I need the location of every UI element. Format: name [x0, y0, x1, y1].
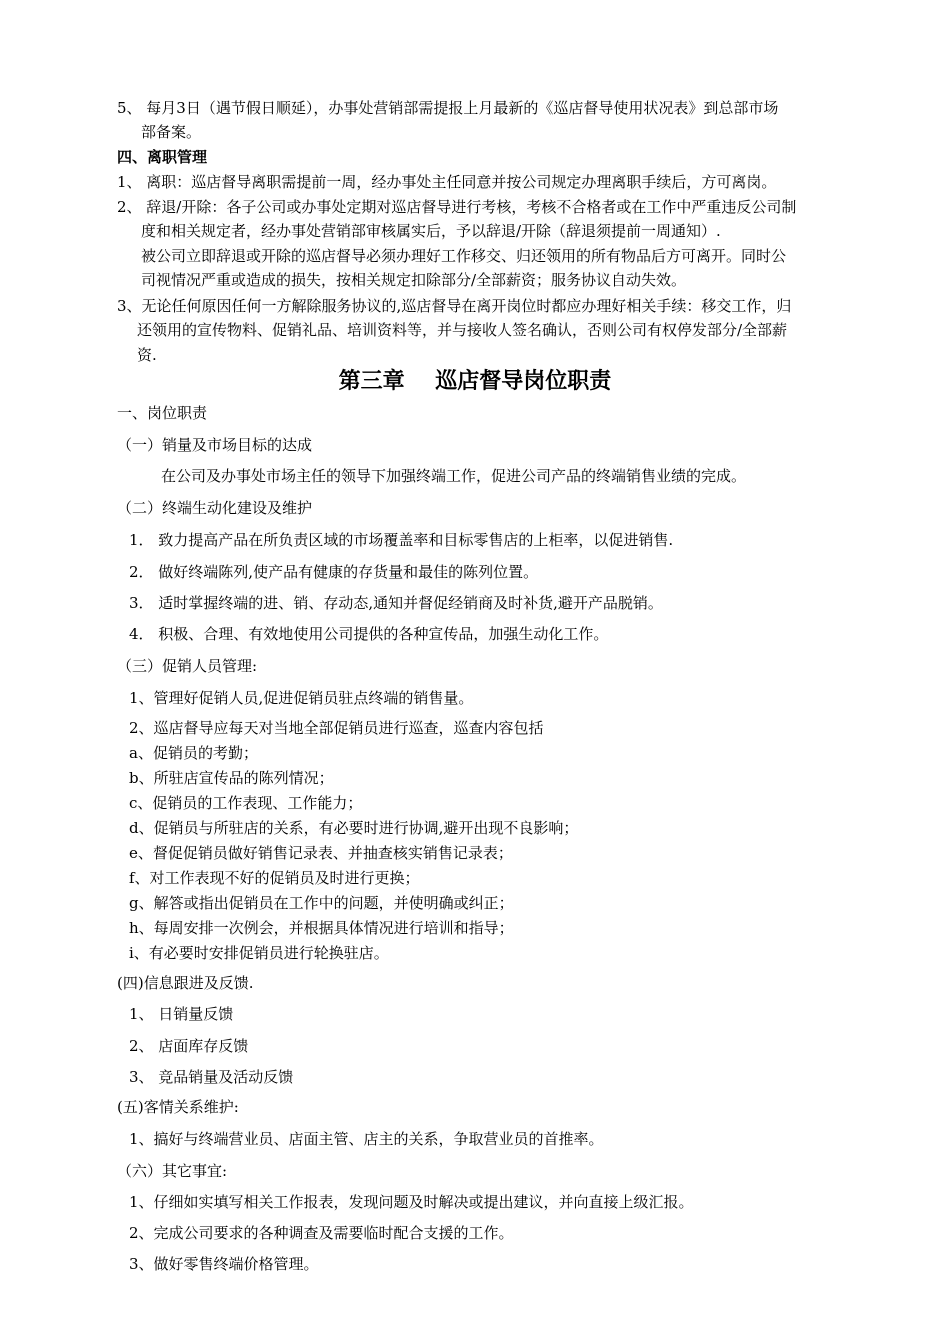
resignation-item-3-line1: 3、无论任何原因任何一方解除服务协议的,巡店督导在离开岗位时都应办理好相关手续：移交工作，归 [117, 297, 792, 315]
list-item: 3． 适时掌握终端的进、销、存动态,通知并督促经销商及时补货,避开产品脱销。 [129, 594, 663, 612]
list-item: 1、管理好促销人员,促进促销员驻点终端的销售量。 [129, 689, 474, 707]
subsection-title-6: （六）其它事宜: [117, 1162, 228, 1180]
paragraph-item-5-line2: 部备案。 [141, 123, 202, 141]
resignation-item-2-line3: 被公司立即辞退或开除的巡店督导必须办理好工作移交、归还领用的所有物品后方可离开。同时公 [141, 247, 787, 265]
resignation-item-3-line2: 还领用的宣传物料、促销礼品、培训资料等，并与接收人签名确认，否则公司有权停发部分/全部薪 [137, 321, 788, 339]
duties-heading: 一、岗位职责 [117, 404, 208, 422]
list-item: 2、完成公司要求的各种调查及需要临时配合支援的工作。 [129, 1224, 514, 1242]
list-item: 1． 致力提高产品在所负责区域的市场覆盖率和目标零售店的上柜率，以促进销售. [129, 531, 674, 549]
chapter-title: 第三章 巡店督导岗位职责 [338, 369, 612, 394]
list-item: 2、 店面库存反馈 [129, 1037, 249, 1055]
list-item: g、解答或指出促销员在工作中的问题，并使明确或纠正； [129, 894, 514, 912]
list-item: i、有必要时安排促销员进行轮换驻店。 [129, 944, 389, 962]
resignation-item-2-line1: 2、 辞退/开除：各子公司或办事处定期对巡店督导进行考核，考核不合格者或在工作中严重违反公司制 [117, 198, 797, 216]
subsection-1-text: 在公司及办事处市场主任的领导下加强终端工作，促进公司产品的终端销售业绩的完成。 [161, 467, 747, 485]
list-item: 1、 日销量反馈 [129, 1005, 234, 1023]
subsection-title-3: （三）促销人员管理: [117, 657, 258, 675]
resignation-item-2-line2: 度和相关规定者，经办事处营销部审核属实后，予以辞退/开除（辞退须提前一周通知）. [141, 222, 721, 240]
section-heading-resignation: 四、离职管理 [117, 148, 208, 166]
subsection-title-1: （一）销量及市场目标的达成 [117, 436, 313, 454]
list-item: d、促销员与所驻店的关系，有必要时进行协调,避开出现不良影响； [129, 819, 579, 837]
list-item: a、促销员的考勤； [129, 744, 258, 762]
resignation-item-3-line3: 资. [137, 346, 157, 364]
list-item: f、对工作表现不好的促销员及时进行更换； [129, 869, 420, 887]
list-item: c、促销员的工作表现、工作能力； [129, 794, 363, 812]
list-item: h、每周安排一次例会，并根据具体情况进行培训和指导； [129, 919, 514, 937]
list-item: b、所驻店宣传品的陈列情况； [129, 769, 334, 787]
list-item: 1、搞好与终端营业员、店面主管、店主的关系，争取营业员的首推率。 [129, 1130, 604, 1148]
list-item: 4． 积极、合理、有效地使用公司提供的各种宣传品，加强生动化工作。 [129, 625, 609, 643]
resignation-item-2-line4: 司视情况严重或造成的损失，按相关规定扣除部分/全部薪资；服务协议自动失效。 [141, 271, 687, 289]
list-item: e、督促促销员做好销售记录表、并抽查核实销售记录表； [129, 844, 513, 862]
subsection-title-2: （二）终端生动化建设及维护 [117, 499, 313, 517]
list-item: 3、 竞品销量及活动反馈 [129, 1068, 294, 1086]
list-item: 1、仔细如实填写相关工作报表，发现问题及时解决或提出建议，并向直接上级汇报。 [129, 1193, 694, 1211]
paragraph-item-5-line1: 5、 每月3日（遇节假日顺延），办事处营销部需提报上月最新的《巡店督导使用状况表》到总部市场 [117, 99, 779, 117]
subsection-title-5: (五)客情关系维护: [117, 1098, 239, 1116]
list-item: 2、巡店督导应每天对当地全部促销员进行巡查，巡查内容包括 [129, 719, 544, 737]
resignation-item-1: 1、 离职：巡店督导离职需提前一周，经办事处主任同意并按公司规定办理离职手续后，方可离岗。 [117, 173, 777, 191]
subsection-title-4: (四)信息跟进及反馈. [117, 974, 254, 992]
list-item: 3、做好零售终端价格管理。 [129, 1255, 319, 1273]
list-item: 2． 做好终端陈列,使产品有健康的存货量和最佳的陈列位置。 [129, 563, 539, 581]
